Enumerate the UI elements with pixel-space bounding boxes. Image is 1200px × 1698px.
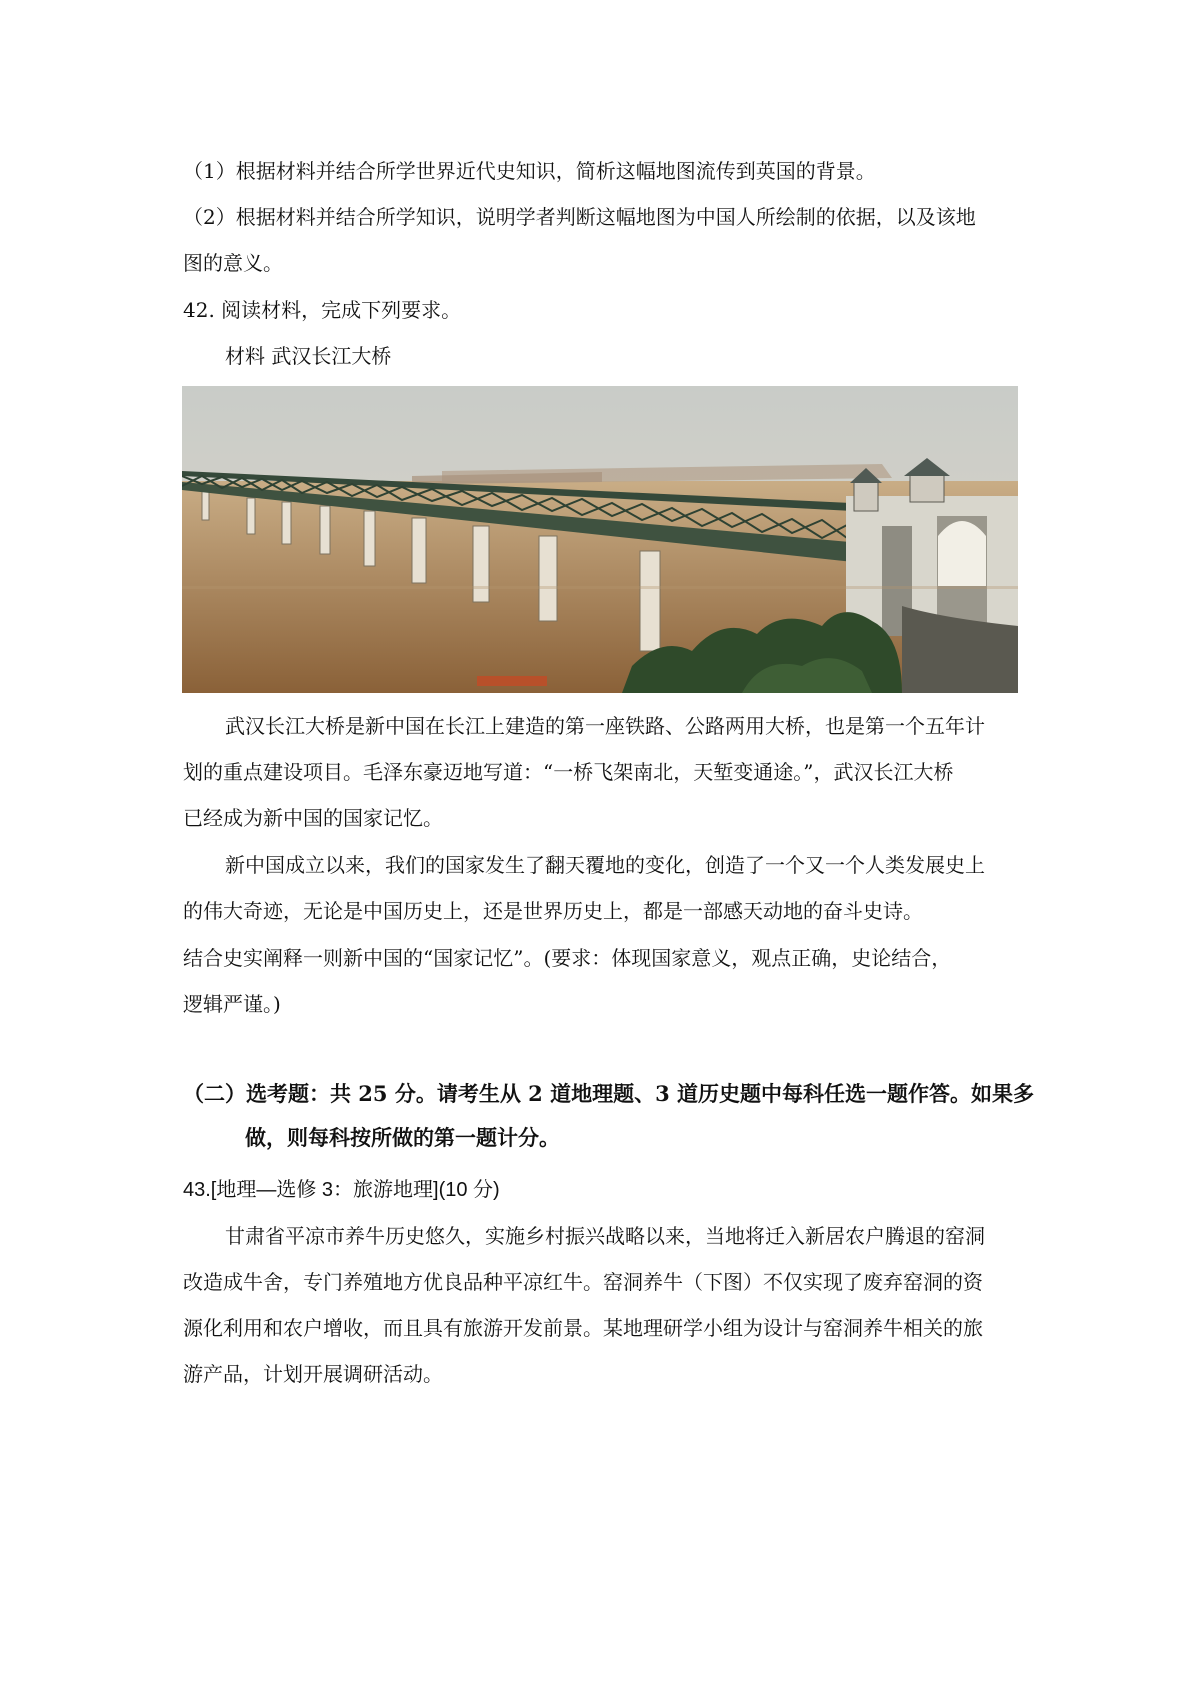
- section2-line1: （二）选考题：共 25 分。请考生从 2 道地理题、3 道历史题中每科任选一题作答。如果多: [183, 1081, 1034, 1106]
- q42-heading: 42. 阅读材料，完成下列要求。: [183, 298, 462, 322]
- q43-heading: 43.[地理—选修 3：旅游地理](10 分): [183, 1179, 500, 1201]
- q41-part1: （1）根据材料并结合所学世界近代史知识，简析这幅地图流传到英国的背景。: [183, 159, 876, 183]
- q42-material-title: 材料 武汉长江大桥: [225, 344, 392, 368]
- q41-part2-line1: （2）根据材料并结合所学知识，说明学者判断这幅地图为中国人所绘制的依据，以及该地: [183, 205, 976, 229]
- q42-task-line2: 逻辑严谨。): [183, 992, 281, 1016]
- q43-para-line1: 甘肃省平凉市养牛历史悠久，实施乡村振兴战略以来，当地将迁入新居农户腾退的窑洞: [225, 1224, 985, 1248]
- q42-para2-line2: 的伟大奇迹，无论是中国历史上，还是世界历史上，都是一部感天动地的奋斗史诗。: [183, 899, 923, 923]
- q42-para1-line1: 武汉长江大桥是新中国在长江上建造的第一座铁路、公路两用大桥，也是第一个五年计: [225, 714, 985, 738]
- q42-task-line1: 结合史实阐释一则新中国的“国家记忆”。(要求：体现国家意义，观点正确，史论结合，: [183, 946, 952, 970]
- q43-para-line2: 改造成牛舍，专门养殖地方优良品种平凉红牛。窑洞养牛（下图）不仅实现了废弃窑洞的资: [183, 1270, 983, 1294]
- q42-para1-line2: 划的重点建设项目。毛泽东豪迈地写道：“一桥飞架南北，天堑变通途。”，武汉长江大桥: [183, 760, 954, 784]
- q43-para-line4: 游产品，计划开展调研活动。: [183, 1362, 443, 1386]
- q42-para1-line3: 已经成为新中国的国家记忆。: [183, 806, 443, 830]
- section2-line2: 做，则每科按所做的第一题计分。: [245, 1125, 560, 1150]
- q42-para2-line1: 新中国成立以来，我们的国家发生了翻天覆地的变化，创造了一个又一个人类发展史上: [225, 853, 985, 877]
- q43-para-line3: 源化利用和农户增收，而且具有旅游开发前景。某地理研学小组为设计与窑洞养牛相关的旅: [183, 1316, 983, 1340]
- q41-part2-line2: 图的意义。: [183, 251, 283, 275]
- bridge-photo: [182, 386, 1018, 693]
